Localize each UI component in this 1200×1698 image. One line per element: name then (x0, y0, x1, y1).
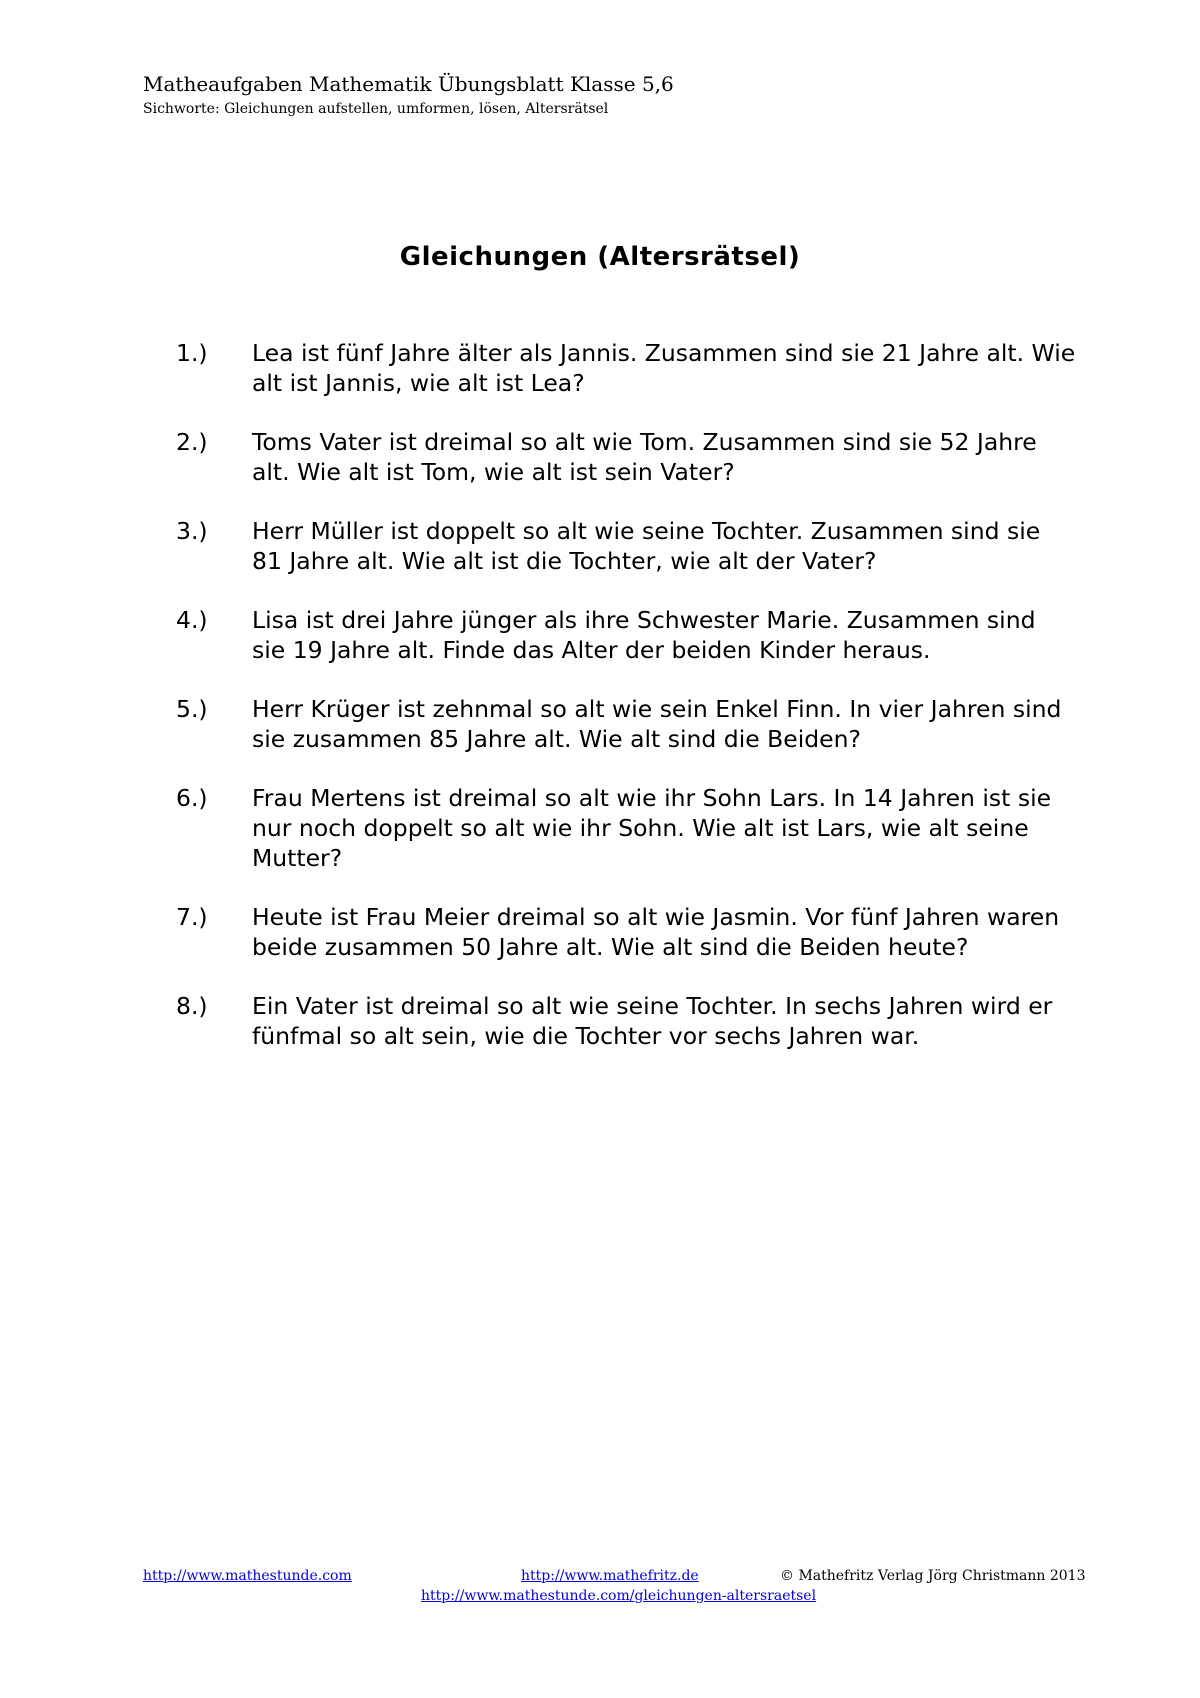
task-text: Lisa ist drei Jahre jünger als ihre Schwester Marie. Zusammen sind sie 19 Jahre alt. Finde das Alter der beiden Kinder heraus. (252, 606, 1036, 664)
task-text: Frau Mertens ist dreimal so alt wie ihr Sohn Lars. In 14 Jahren ist sie nur noch doppelt so alt wie ihr Sohn. Wie alt ist Lars, wie alt seine Mutter? (252, 784, 1052, 872)
task-item (176, 338, 1076, 398)
task-number: 7.) (176, 903, 208, 931)
task-item (176, 605, 1076, 665)
task-item (176, 783, 1076, 873)
task-number: 3.) (176, 517, 208, 545)
task-item (176, 694, 1076, 754)
task-text: Ein Vater ist dreimal so alt wie seine Tochter. In sechs Jahren wird er fünfmal so alt sein, wie die Tochter vor sechs Jahren war. (252, 992, 1053, 1050)
task-text: Herr Müller ist doppelt so alt wie seine Tochter. Zusammen sind sie 81 Jahre alt. Wie alt ist die Tochter, wie alt der Vater? (252, 517, 1041, 575)
task-number: 5.) (176, 695, 208, 723)
task-text: Lea ist fünf Jahre älter als Jannis. Zusammen sind sie 21 Jahre alt. Wie alt ist Jannis, wie alt ist Lea? (252, 339, 1076, 397)
task-item (176, 516, 1076, 576)
task-text: Herr Krüger ist zehnmal so alt wie sein Enkel Finn. In vier Jahren sind sie zusammen 85 Jahre alt. Wie alt sind die Beiden? (252, 695, 1062, 753)
page-title: Gleichungen (Altersrätsel) (399, 242, 801, 272)
task-number: 8.) (176, 992, 208, 1020)
footer-copyright: © Mathefritz Verlag Jörg Christmann 2013 (780, 1568, 1086, 1584)
task-item (176, 991, 1076, 1051)
footer-link-page-wrap (421, 1588, 816, 1604)
footer-link-page[interactable]: http://www.mathestunde.com/gleichungen-altersraetsel (421, 1588, 817, 1604)
task-number: 1.) (176, 339, 208, 367)
task-list (176, 338, 1076, 1080)
worksheet-header-title: Matheaufgaben Mathematik Übungsblatt Klasse 5,6 (143, 72, 674, 96)
task-item (176, 902, 1076, 962)
footer-link-mathestunde-wrap (143, 1568, 352, 1584)
worksheet-keywords: Sichworte: Gleichungen aufstellen, umformen, lösen, Altersrätsel (143, 101, 609, 117)
footer-link-mathestunde[interactable]: http://www.mathestunde.com (143, 1568, 352, 1584)
task-item (176, 427, 1076, 487)
task-text: Heute ist Frau Meier dreimal so alt wie Jasmin. Vor fünf Jahren waren beide zusammen 50 Jahre alt. Wie alt sind die Beiden heute? (252, 903, 1060, 961)
task-number: 2.) (176, 428, 208, 456)
task-number: 4.) (176, 606, 208, 634)
footer-link-mathefritz[interactable]: http://www.mathefritz.de (521, 1568, 699, 1584)
task-text: Toms Vater ist dreimal so alt wie Tom. Zusammen sind sie 52 Jahre alt. Wie alt ist Tom, wie alt ist sein Vater? (252, 428, 1037, 486)
footer-link-mathefritz-wrap (521, 1568, 699, 1584)
task-number: 6.) (176, 784, 208, 812)
